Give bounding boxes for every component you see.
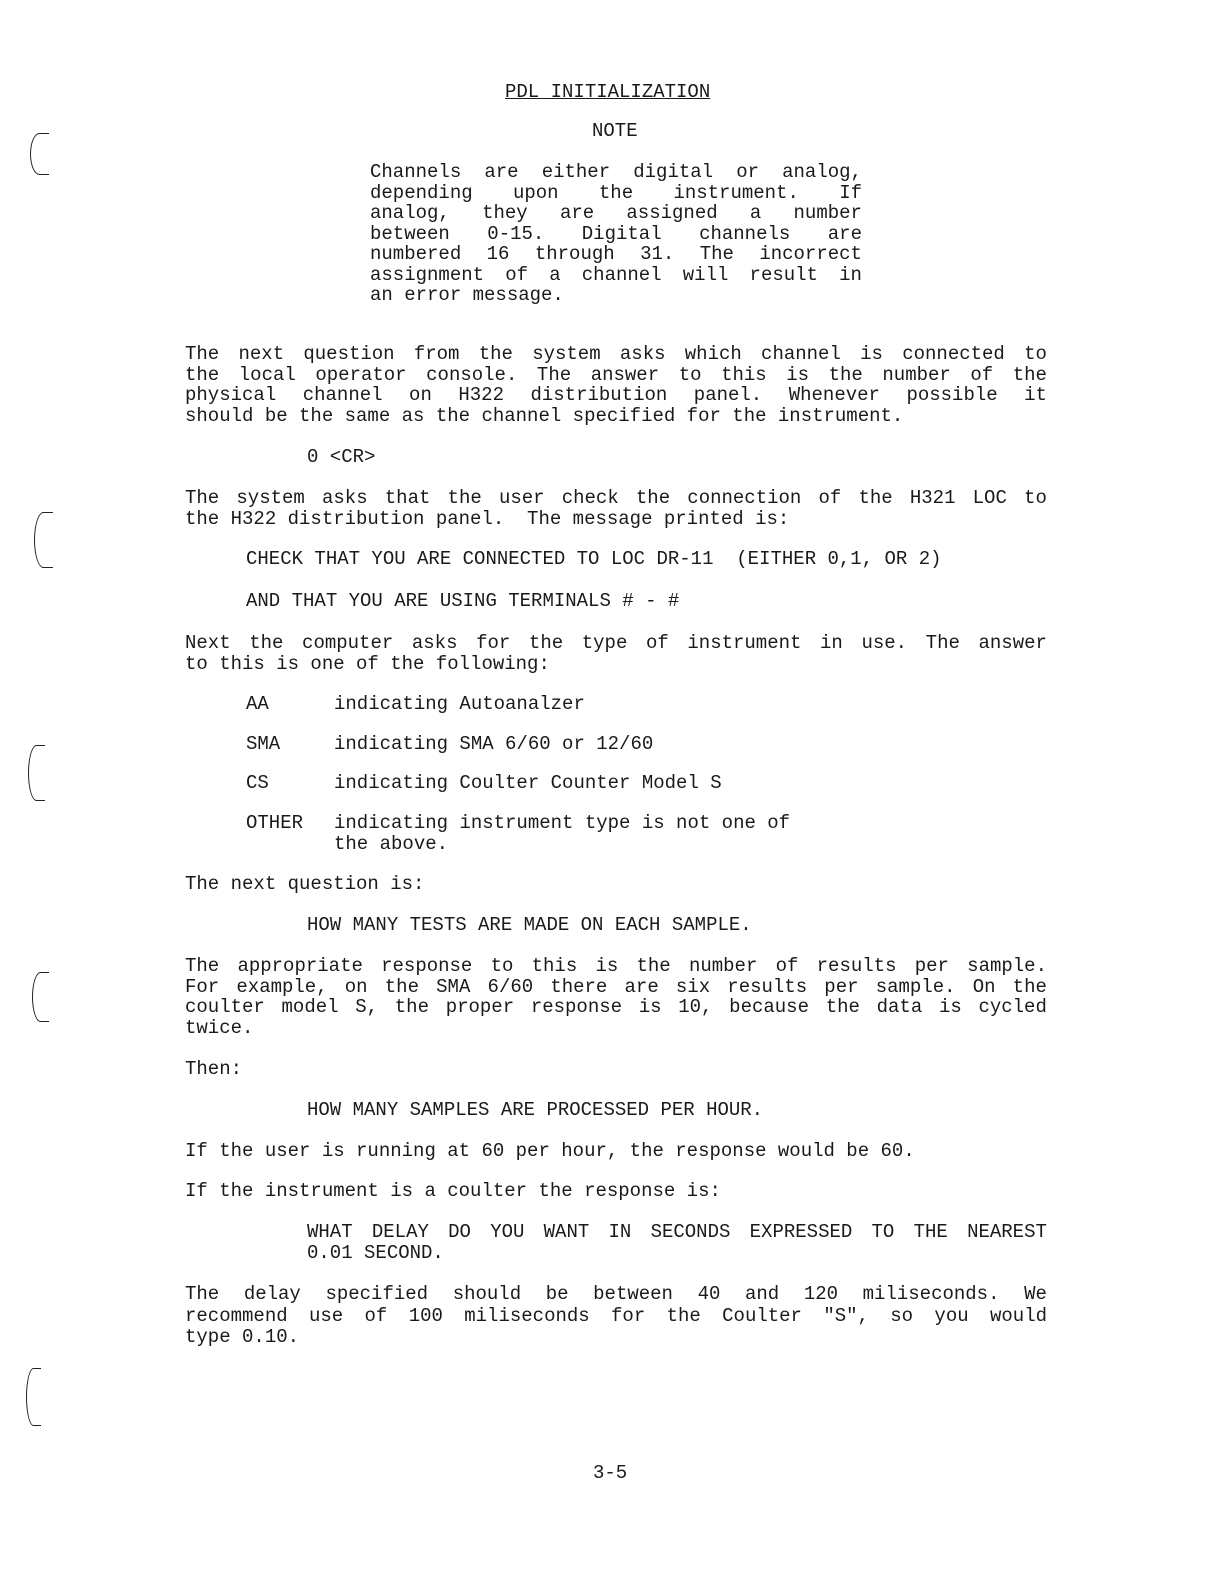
text-word: possible [906, 384, 998, 406]
text-word: should be the same as the channel specified for the instrument. [185, 404, 904, 427]
text-word: check [561, 487, 619, 509]
margin-mark [34, 512, 53, 568]
text-line [185, 654, 1047, 675]
text-word: response [530, 996, 623, 1018]
text-word: user [498, 487, 545, 509]
text-word: next [238, 343, 285, 365]
text-word: an error message. [370, 284, 564, 306]
text-line [185, 488, 1047, 509]
text-word: 10, [678, 996, 713, 1018]
instrument-item [246, 734, 653, 755]
instrument-code: OTHER [246, 812, 304, 834]
text-line [185, 1327, 1047, 1349]
text-line [370, 265, 862, 286]
text-word: The [185, 343, 220, 365]
text-word: channels [699, 222, 791, 245]
text-line [185, 406, 1047, 427]
text-word: upon [512, 181, 559, 204]
text-word: assignment [370, 263, 485, 286]
text-word: console. [426, 363, 518, 386]
text-word: type 0.10. [185, 1326, 300, 1348]
description-line: indicating Coulter Counter Model S [334, 772, 722, 794]
text-word: will [682, 263, 729, 286]
text-word: type [581, 632, 628, 654]
text-word: six [675, 975, 711, 998]
text-word: Channels [370, 161, 462, 183]
text-word: be [545, 1283, 569, 1305]
text-word: are [559, 202, 595, 224]
text-word: 0.01 SECOND. [307, 1241, 444, 1264]
instrument-description [334, 694, 585, 715]
text-word: is [638, 996, 662, 1018]
text-word: of [645, 632, 669, 654]
text-word: miliseconds. [862, 1283, 1000, 1305]
text-word: per [914, 955, 949, 977]
text-word: which [684, 343, 742, 365]
instrument-item [246, 773, 722, 794]
text-word: coulter [185, 996, 265, 1018]
text-word: to [678, 363, 702, 386]
instrument-code: AA [246, 693, 269, 715]
text-word: answer [978, 632, 1047, 654]
paragraph-channel-question [185, 344, 1047, 426]
text-word: H322 [458, 384, 504, 406]
text-word: per [824, 975, 859, 998]
text-word: of [970, 363, 994, 386]
text-word: sample. [967, 955, 1047, 977]
text-word: asks [321, 487, 368, 509]
text-word: The [536, 363, 572, 386]
text-word: use. [861, 632, 908, 654]
text-word: so [890, 1304, 914, 1327]
text-line [185, 633, 1047, 654]
text-word: On [972, 975, 996, 998]
text-word: between [593, 1283, 673, 1305]
paragraph-coulter-response: If the instrument is a coulter the response is: [185, 1180, 721, 1202]
text-word: instrument. [673, 181, 799, 204]
text-word: WHAT [307, 1221, 353, 1243]
text-word: channel [581, 263, 662, 286]
margin-mark [30, 133, 49, 175]
text-word: Next [185, 632, 231, 654]
text-line [370, 203, 862, 224]
text-line [185, 977, 1047, 998]
instrument-code: CS [246, 772, 269, 794]
text-word: Whenever [788, 384, 880, 406]
text-word: example, [236, 975, 328, 998]
text-word: data [876, 996, 923, 1018]
text-word: the H322 distribution panel. The message printed is: [185, 507, 790, 530]
text-word: EXPRESSED [749, 1221, 853, 1243]
text-word: question [303, 343, 395, 365]
paragraph-instrument-type [185, 633, 1047, 674]
text-word: channel [302, 384, 383, 406]
text-word: system [236, 487, 305, 509]
text-line [370, 162, 862, 183]
text-word: the [185, 363, 220, 386]
text-word: number [793, 202, 862, 224]
text-word: result [749, 263, 818, 286]
text-word: either [541, 161, 611, 183]
text-word: number [688, 955, 758, 977]
text-word: assigned [626, 202, 718, 224]
text-word: local [238, 363, 296, 386]
question-delay [307, 1222, 1047, 1263]
text-word: answer [590, 363, 660, 386]
note-heading: NOTE [592, 120, 638, 142]
text-word: 40 [697, 1283, 721, 1305]
instrument-description [334, 773, 722, 794]
text-word: incorrect [759, 243, 862, 265]
text-word: YOU [490, 1221, 525, 1243]
text-word: the [636, 955, 671, 977]
text-word: DO [448, 1221, 471, 1243]
text-word: "S", [823, 1304, 869, 1327]
text-word: depending [370, 181, 473, 204]
text-word: in [820, 632, 843, 654]
text-word: connected [902, 343, 1005, 365]
text-word: We [1024, 1283, 1047, 1305]
text-word: sample. [875, 975, 956, 998]
text-word: system [532, 343, 601, 365]
text-word: the [249, 632, 284, 654]
question-tests: HOW MANY TESTS ARE MADE ON EACH SAMPLE. [307, 914, 752, 936]
text-word: and [745, 1283, 780, 1305]
text-line [307, 1222, 1047, 1243]
text-line [307, 1243, 1047, 1264]
text-word: If [839, 181, 862, 204]
text-word: SMA [436, 975, 471, 998]
text-word: of [364, 1304, 388, 1327]
instrument-description [334, 813, 790, 854]
text-word: on [409, 384, 432, 406]
text-line [185, 365, 1047, 386]
text-word: The [185, 1283, 220, 1305]
command-cr: 0 <CR> [307, 446, 376, 468]
text-word: 100 [408, 1304, 443, 1327]
note-box [370, 162, 862, 306]
text-word: the [1012, 363, 1047, 386]
text-line [370, 244, 862, 265]
text-word: to this is one of the following: [185, 652, 550, 675]
text-word: a [749, 202, 762, 224]
text-word: in [839, 263, 862, 286]
text-word: the [447, 487, 482, 509]
text-word: the [635, 487, 671, 509]
text-line [370, 285, 862, 306]
text-word: or [736, 161, 759, 183]
text-word: THE [913, 1221, 948, 1243]
message-check-connected: CHECK THAT YOU ARE CONNECTED TO LOC DR-11 (EITHER 0,1, OR 2) [246, 548, 942, 570]
text-word: The [185, 487, 220, 509]
text-word: numbered [370, 243, 462, 265]
text-word: For [185, 975, 220, 998]
text-word: for [611, 1304, 646, 1327]
text-word: LOC [972, 487, 1007, 509]
text-word: is [595, 955, 619, 977]
text-word: asks [619, 343, 666, 365]
text-word: is [786, 363, 810, 386]
text-word: computer [302, 632, 394, 654]
text-word: the [528, 632, 564, 654]
text-word: miliseconds [464, 1304, 590, 1327]
description-line: indicating SMA 6/60 or 12/60 [334, 733, 654, 755]
text-word: operator [315, 363, 407, 386]
text-word: panel. [693, 384, 763, 406]
text-word: The [185, 955, 220, 977]
text-word: are [827, 222, 862, 245]
text-word: physical [185, 384, 277, 406]
text-word: TO [871, 1221, 895, 1243]
text-line [185, 1306, 1047, 1328]
text-word: is [860, 343, 883, 365]
text-word: this [531, 955, 578, 977]
text-word: through [534, 243, 615, 265]
description-line: indicating Autoanalzer [334, 693, 585, 715]
page-number: 3-5 [593, 1462, 628, 1484]
text-word: the [598, 181, 634, 204]
text-word: this [721, 363, 767, 386]
text-word: the [828, 363, 863, 386]
text-word: the [666, 1304, 701, 1327]
text-word: S, [355, 996, 379, 1018]
text-word: should [452, 1283, 522, 1305]
text-word: analog, [782, 161, 862, 183]
text-word: proper [445, 996, 515, 1018]
text-word: the [1012, 975, 1047, 998]
text-word: H321 [909, 487, 956, 509]
paragraph-delay-specified [185, 1284, 1047, 1349]
text-word: results [816, 955, 897, 977]
text-word: NEAREST [967, 1221, 1047, 1243]
text-word: are [624, 975, 659, 998]
text-word: it [1024, 384, 1047, 406]
paragraph-running-rate: If the user is running at 60 per hour, the response would be 60. [185, 1140, 915, 1162]
text-word: analog, [370, 202, 450, 224]
text-word: WANT [543, 1221, 590, 1243]
text-line [185, 344, 1047, 365]
text-word: connection [687, 487, 802, 509]
instrument-description [334, 734, 653, 755]
text-word: specified [325, 1283, 429, 1305]
text-word: a [549, 263, 561, 286]
question-samples: HOW MANY SAMPLES ARE PROCESSED PER HOUR. [307, 1099, 764, 1121]
text-word: 0-15. [487, 222, 545, 245]
text-word: 16 [486, 243, 510, 265]
text-word: that [384, 487, 431, 509]
text-line [185, 385, 1047, 406]
text-word: the [384, 975, 419, 998]
text-word: SECONDS [650, 1221, 731, 1243]
text-word: on [344, 975, 368, 998]
text-word: to [1024, 487, 1047, 509]
text-word: 31. [640, 243, 675, 265]
text-word: there [550, 975, 608, 998]
text-word: digital [633, 161, 714, 183]
text-word: the [394, 996, 429, 1018]
text-word: use [308, 1304, 344, 1327]
margin-mark [26, 1368, 41, 1426]
text-word: 120 [803, 1283, 839, 1305]
text-word: Coulter [722, 1304, 802, 1327]
instrument-item [246, 813, 790, 854]
text-word: twice. [185, 1016, 254, 1039]
instrument-code: SMA [246, 733, 281, 755]
text-word: recommend [185, 1304, 288, 1327]
text-word: distribution [530, 384, 668, 406]
text-word: would [989, 1304, 1047, 1327]
text-word: you [934, 1304, 969, 1327]
text-word: of [505, 263, 529, 286]
text-word: of [775, 955, 799, 977]
text-word: of [818, 487, 842, 509]
text-word: to [490, 955, 514, 977]
text-word: Digital [581, 222, 662, 245]
text-word: to [1024, 343, 1047, 365]
paragraph-check-connection [185, 488, 1047, 529]
text-word: 6/60 [487, 975, 534, 998]
text-line [185, 1284, 1047, 1306]
margin-mark [28, 745, 45, 801]
text-word: model [281, 996, 339, 1018]
text-line [370, 183, 862, 204]
description-line: indicating instrument type is not one of [334, 812, 791, 834]
text-word: the [825, 996, 860, 1018]
description-line: the above. [334, 832, 449, 855]
text-word: asks [411, 632, 458, 654]
text-word: delay [243, 1283, 301, 1305]
text-word: The [699, 243, 734, 265]
text-word: The [925, 632, 960, 654]
paragraph-next-question: The next question is: [185, 873, 425, 895]
page-title: PDL INITIALIZATION [505, 81, 711, 103]
text-word: instrument [687, 632, 802, 654]
text-word: between [370, 222, 450, 245]
text-line [185, 1018, 1047, 1039]
text-line [370, 224, 862, 245]
text-word: DELAY [371, 1221, 429, 1243]
text-word: appropriate [237, 955, 363, 977]
text-word: from [413, 343, 460, 365]
text-word: number [882, 363, 951, 386]
text-word: the [858, 487, 893, 509]
text-word: for [476, 632, 511, 654]
text-word: because [729, 996, 809, 1018]
paragraph-then: Then: [185, 1058, 243, 1080]
margin-mark [32, 972, 49, 1022]
text-line [185, 997, 1047, 1018]
text-word: they [482, 202, 528, 224]
text-word: channel [761, 343, 841, 365]
text-word: are [484, 161, 519, 183]
text-word: IN [608, 1221, 632, 1243]
text-line [185, 509, 1047, 530]
text-word: response [381, 955, 473, 977]
text-word: the [478, 343, 513, 365]
text-word: results [727, 975, 808, 998]
paragraph-appropriate-response [185, 956, 1047, 1038]
text-line [185, 956, 1047, 977]
message-terminals: AND THAT YOU ARE USING TERMINALS # - # [246, 590, 680, 612]
instrument-item [246, 694, 585, 715]
text-word: is [938, 996, 962, 1018]
text-word: cycled [978, 996, 1047, 1018]
